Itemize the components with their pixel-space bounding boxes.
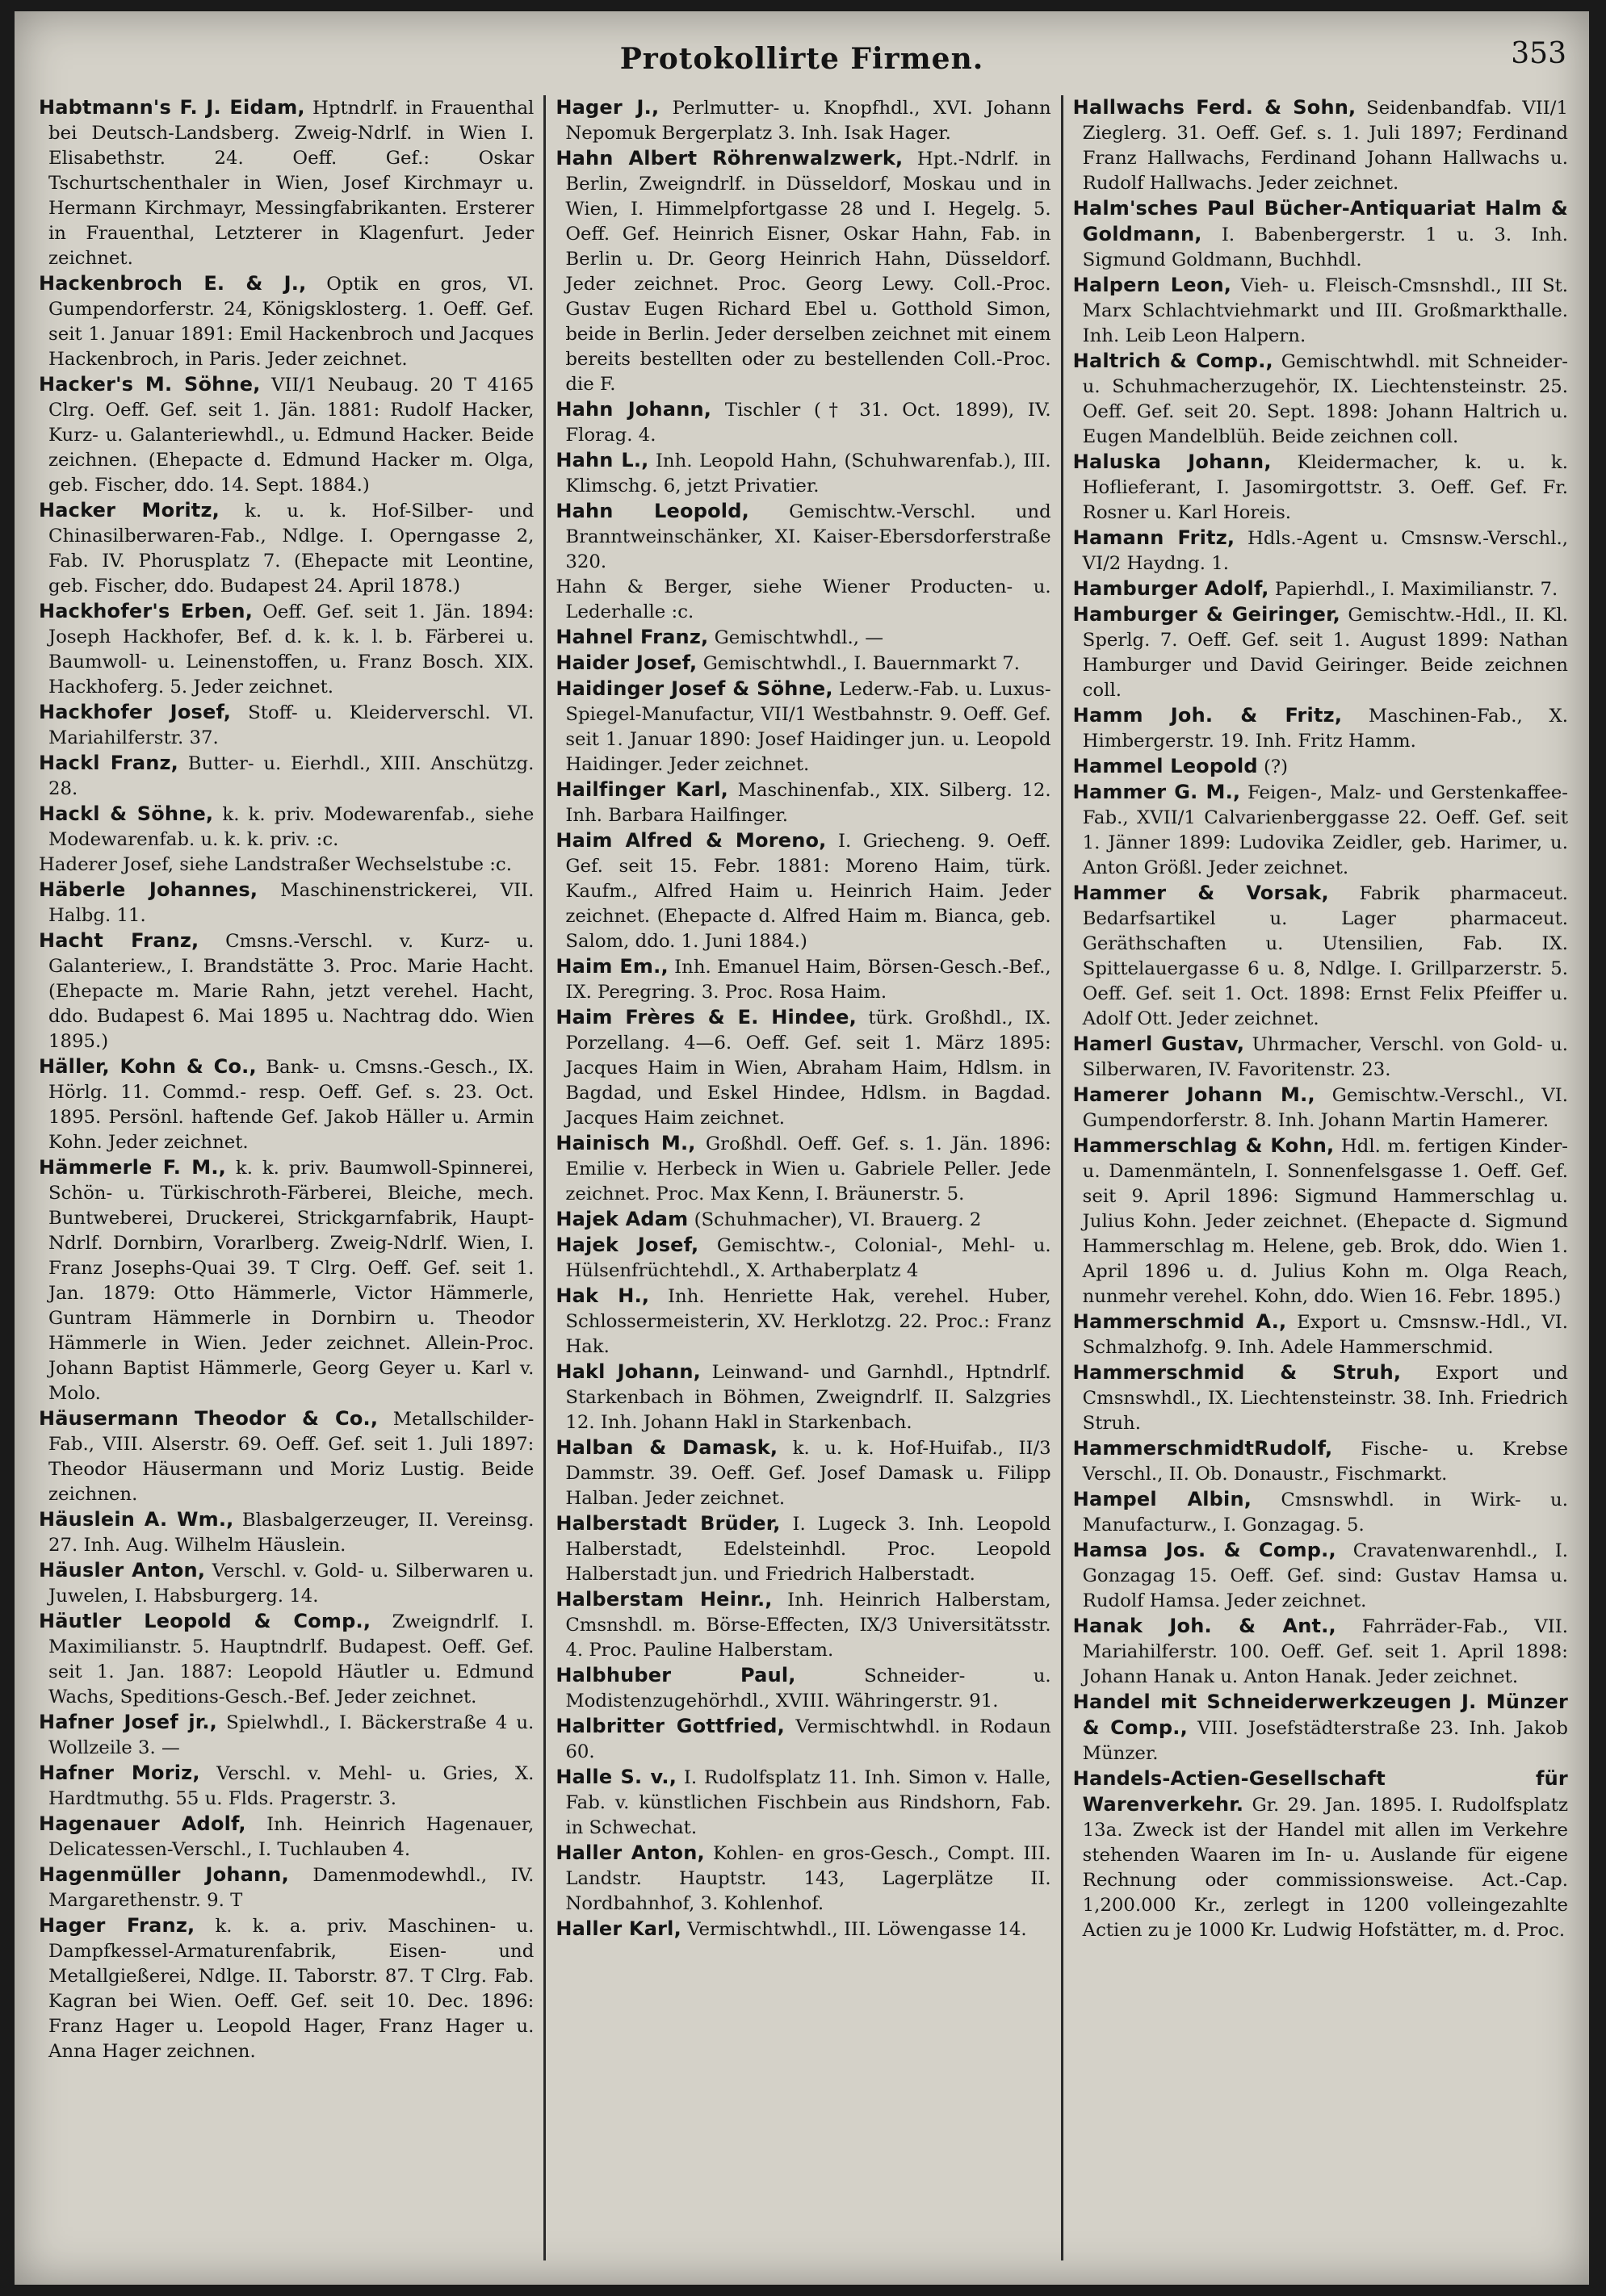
firm-details: Uhrmacher, Verschl. von Gold- u. Silberwaren, IV. Favoritenstr. 23. (1082, 1034, 1568, 1080)
firm-name: Hafner Josef jr., (39, 1711, 217, 1733)
firm-name: Hagenauer Adolf, (39, 1812, 246, 1835)
directory-entry (1073, 273, 1568, 349)
directory-entry (39, 1862, 534, 1913)
firm-details: I. Griecheng. 9. Oeff. Gef. seit 15. Febr. 1881: Moreno Haim, türk. Kaufm., Alfred Haim u. Heinrich Haim. Jeder zeichnet. (Ehepacte d. Alfred Haim m. Bianca, geb. Salom, ddo. 1. Juni 1884.) (565, 831, 1051, 952)
firm-name: Handel mit Schneiderwerkzeugen J. Münzer & Comp., (1072, 1691, 1568, 1739)
firm-name: Hackhofer's Erben, (39, 600, 254, 622)
firm-details: Schneider- u. Modistenzugehörhdl., XVIII. Währingerstr. 91. (565, 1665, 1051, 1712)
firm-name: Hak H., (556, 1284, 650, 1307)
columns-container (29, 95, 1578, 2260)
firm-name: Hahnel Franz, (556, 626, 709, 648)
firm-details: Perlmutter- u. Knopfhdl., XVI. Johann Nepomuk Bergerplatz 3. Inh. Isak Hager. (565, 98, 1051, 144)
directory-entry (39, 271, 534, 372)
firm-details: VII/1 Neubaug. 20 T 4165 Clrg. Oeff. Gef. seit 1. Jän. 1881: Rudolf Hacker, Kurz- u. Galanteriewhdl., u. Edmund Hacker. Beide zeichnen. (Ehepacte d. Edmund Hacker m. Olga, geb. Fischer, ddo. 14. Sept. 1884.) (48, 375, 535, 496)
firm-details: Gemischtw.-Hdl., II. Kl. Sperlg. 7. Oeff. Gef. seit 1. August 1899: Nathan Hamburger und David Geiringer. Beide zeichnen coll. (1082, 605, 1568, 701)
firm-name: Hamburger Adolf, (1072, 577, 1269, 600)
directory-entry (556, 1233, 1050, 1284)
directory-entry (556, 954, 1050, 1005)
firm-details: (Schuhmacher), VI. Brauerg. 2 (694, 1209, 982, 1230)
firm-details: Maschinenfab., XIX. Silberg. 12. Inh. Barbara Hailfinger. (565, 780, 1051, 826)
firm-name: Hahn L., (556, 449, 649, 471)
directory-entry (1073, 1133, 1568, 1309)
firm-name: Hahn Leopold, (556, 500, 749, 522)
firm-details: I. Rudolfsplatz 11. Inh. Simon v. Halle, Fab. v. künstlichen Fischbein aus Rindshorn, Fab. in Schwechat. (565, 1767, 1051, 1838)
page-header (15, 26, 1589, 82)
firm-name: Hainisch M., (556, 1132, 696, 1154)
directory-entry (556, 625, 1050, 651)
directory-entry (556, 1360, 1050, 1435)
firm-details: Fische- u. Krebse Verschl., II. Ob. Donaustr., Fischmarkt. (1082, 1439, 1568, 1485)
firm-details: Optik en gros, VI. Gumpendorferstr. 24, Königsklosterg. 1. Oeff. Gef. seit 1. Januar 1891: Emil Hackenbroch und Jacques Hackenbroch, in Paris. Jeder zeichnet. (48, 274, 535, 370)
directory-entry (1073, 602, 1568, 703)
firm-name: Halbhuber Paul, (556, 1664, 796, 1686)
firm-name: Haluska Johann, (1072, 450, 1272, 473)
directory-entry (39, 1710, 534, 1761)
firm-name: Halle S. v., (556, 1766, 677, 1788)
firm-details: Damenmodewhdl., IV. Margarethenstr. 9. T (48, 1865, 535, 1911)
directory-entry (39, 1406, 534, 1507)
directory-entry (39, 802, 534, 853)
firm-name: Hahn Albert Röhrenwalzwerk, (556, 147, 904, 170)
firm-details: Verschl. v. Mehl- u. Gries, X. Hardtmuthg. 55 u. Flds. Pragerstr. 3. (48, 1763, 535, 1809)
firm-name: Haim Frères & E. Hindee, (556, 1006, 857, 1029)
firm-details: Bank- u. Cmsns.-Gesch., IX. Hörlg. 11. Commd.- resp. Oeff. Gef. s. 23. Oct. 1895. Persönl. haftende Gef. Jakob Häller u. Armin Kohn. Jeder zeichnet. (48, 1057, 535, 1153)
firm-name: Hamerer Johann M., (1072, 1083, 1315, 1106)
directory-entry (1073, 1032, 1568, 1083)
directory-entry (1073, 754, 1568, 780)
column-3 (1061, 95, 1578, 2260)
directory-entry (1073, 1360, 1568, 1436)
directory-entry (556, 828, 1050, 954)
firm-details: Zweigndrlf. I. Maximilianstr. 5. Hauptndrlf. Budapest. Oeff. Gef. seit 1. Jan. 1887: Leopold Häutler u. Edmund Wachs, Speditions-Gesch.-Bef. Jeder zeichnet. (48, 1611, 535, 1707)
firm-details: Seidenbandfab. VII/1 Zieglerg. 31. Oeff. Gef. s. 1. Juli 1897; Ferdinand Franz Hallwachs, Ferdinand Johann Hallwachs u. Rudolf Hallwachs. Jeder zeichnet. (1082, 98, 1568, 194)
firm-name: Hampel Albin, (1072, 1488, 1252, 1510)
directory-entry (556, 397, 1050, 448)
firm-name: Hagenmüller Johann, (39, 1863, 289, 1886)
directory-entry (1073, 1083, 1568, 1133)
firm-name: Hackenbroch E. & J., (39, 272, 307, 295)
directory-entry (39, 700, 534, 751)
firm-details: Fahrräder-Fab., VII. Mariahilferstr. 100. Oeff. Gef. seit 1. April 1898: Johann Hanak u. Anton Hanak. Jeder zeichnet. (1082, 1616, 1568, 1687)
firm-details: Inh. Heinrich Halberstam, Cmsnshdl. m. Börse-Effecten, IX/3 Universitätsstr. 4. Proc. Pauline Halberstam. (565, 1590, 1051, 1661)
firm-name: HammerschmidtRudolf, (1072, 1437, 1333, 1460)
firm-name: Hacker Moritz, (39, 499, 220, 522)
directory-entry (1073, 1436, 1568, 1487)
directory-entry (556, 448, 1050, 499)
firm-name: Haltrich & Comp., (1072, 350, 1273, 372)
firm-details: I. Lugeck 3. Inh. Leopold Halberstadt, Edelsteinhdl. Proc. Leopold Halberstadt jun. und Friedrich Halberstadt. (565, 1514, 1051, 1585)
firm-name: Hammerschlag & Kohn, (1072, 1134, 1335, 1157)
firm-details: Hahn & Berger, siehe Wiener Producten- u. Lederhalle :c. (556, 576, 1051, 622)
directory-entry (1073, 1690, 1568, 1766)
directory-entry (39, 1761, 534, 1812)
firm-name: Hamann Fritz, (1072, 526, 1235, 549)
firm-details: Cmsns.-Verschl. v. Kurz- u. Galanteriew., I. Brandstätte 3. Proc. Marie Hacht. (Ehepacte m. Marie Rahn, jetzt verehel. Hacht, ddo. Budapest 6. Mai 1895 u. Nachtrag ddo. Wien 1895.) (48, 931, 535, 1052)
firm-details: k. u. k. Hof-Silber- und Chinasilberwaren-Fab., Ndlge. I. Operngasse 2, Fab. IV. Phorusplatz 7. (Ehepacte mit Leontine, geb. Fischer, ddo. Budapest 24. April 1878.) (48, 501, 535, 597)
firm-details: Inh. Emanuel Haim, Börsen-Gesch.-Bef., IX. Peregring. 3. Proc. Rosa Haim. (565, 957, 1051, 1003)
directory-entry (1073, 703, 1568, 754)
directory-entry (1073, 349, 1568, 450)
directory-entry (39, 599, 534, 700)
directory-entry (556, 499, 1050, 575)
directory-entry (1073, 576, 1568, 602)
directory-entry (556, 1765, 1050, 1841)
firm-name: Handels-Actien-Gesellschaft für Warenverkehr. (1072, 1767, 1568, 1816)
firm-details: Lederw.-Fab. u. Luxus-Spiegel-Manufactur, VII/1 Westbahnstr. 9. Oeff. Gef. seit 1. Januar 1890: Josef Haidinger jun. u. Leopold Haidinger. Jeder zeichnet. (565, 679, 1051, 775)
firm-details: Hptndrlf. in Frauenthal bei Deutsch-Landsberg. Zweig-Ndrlf. in Wien I. Elisabethstr. 24. Oeff. Gef.: Oskar Tschurtschenthaler in Wien, Josef Kirchmayr u. Hermann Kirchmayr, Messingfabrikanten. Ersterer in Frauenthal, Letzterer in Klagenfurt. Jeder zeichnet. (48, 98, 535, 269)
firm-name: Hämmerle F. M., (39, 1156, 227, 1179)
directory-entry (1073, 1538, 1568, 1614)
firm-name: Hacker's M. Söhne, (39, 373, 261, 396)
firm-name: Haller Karl, (556, 1917, 681, 1940)
directory-entry (1073, 1487, 1568, 1538)
firm-name: Haller Anton, (556, 1841, 705, 1864)
firm-details: k. k. a. priv. Maschinen- u. Dampfkessel-Armaturenfabrik, Eisen- und Metallgießerei, Ndlge. II. Taborstr. 87. T Clrg. Fab. Kagran bei Wien. Oeff. Gef. seit 10. Dec. 1896: Franz Hager u. Leopold Hager, Franz Hager u. Anna Hager zeichnen. (48, 1916, 535, 2062)
firm-name: Häuslein A. Wm., (39, 1508, 234, 1531)
directory-entry (39, 1812, 534, 1862)
directory-entry (39, 928, 534, 1054)
firm-name: Haidinger Josef & Söhne, (556, 677, 833, 700)
firm-details: Blasbalgerzeuger, II. Vereinsg. 27. Inh. Aug. Wilhelm Häuslein. (48, 1510, 535, 1556)
firm-details: Haderer Josef, siehe Landstraßer Wechselstube :c. (39, 854, 512, 875)
firm-details: Gemischtw.-, Colonial-, Mehl- u. Hülsenfrüchtehdl., X. Arthaberplatz 4 (565, 1235, 1051, 1281)
page-title: Protokollirte Firmen. (619, 42, 984, 76)
directory-entry (556, 777, 1050, 828)
firm-name: Hailfinger Karl, (556, 778, 728, 801)
firm-details: Kohlen- en gros-Gesch., Compt. III. Landstr. Hauptstr. 143, Lagerplätze II. Nordbahnhof, 3. Kohlenhof. (565, 1843, 1051, 1914)
firm-name: Häutler Leopold & Comp., (39, 1610, 371, 1632)
firm-details: I. Babenbergerstr. 1 u. 3. Inh. Sigmund Goldmann, Buchhdl. (1082, 224, 1568, 270)
firm-name: Hamerl Gustav, (1072, 1033, 1245, 1055)
firm-name: Häusermann Theodor & Co., (39, 1407, 379, 1430)
firm-name: Hager Franz, (39, 1914, 195, 1937)
directory-entry (1073, 780, 1568, 881)
firm-details: Spielwhdl., I. Bäckerstraße 4 u. Wollzeile 3. — (48, 1712, 535, 1758)
firm-details: Feigen-, Malz- und Gerstenkaffee-Fab., XVII/1 Calvarienberggasse 22. Oeff. Gef. seit 1. Jänner 1899: Ludovika Zeidler, geb. Harimer, u. Anton Größl. Jeder zeichnet. (1082, 782, 1568, 878)
firm-details: k. k. priv. Baumwoll-Spinnerei, Schön- u. Türkischroth-Färberei, Bleiche, mech. Buntweberei, Druckerei, Strickgarnfabrik, Haupt-Ndrlf. Dornbirn, Vorarlberg. Zweig-Ndrlf. Wien, I. Franz Josephs-Quai 39. T Clrg. Oeff. Gef. seit 1. Jan. 1879: Otto Hämmerle, Victor Hämmerle, Guntram Hämmerle in Dornbirn u. Theodor Hämmerle in Wien. Jeder zeichnet. Allein-Proc. Johann Baptist Hämmerle, Georg Geyer u. Karl v. Molo. (48, 1158, 535, 1404)
directory-entry (556, 1841, 1050, 1917)
directory-entry (1073, 1766, 1568, 1943)
firm-details: Hdl. m. fertigen Kinder- u. Damenmänteln, I. Sonnenfelsgasse 1. Oeff. Gef. seit 9. April 1896: Sigmund Hammerschlag u. Julius Kohn. Jeder zeichnet. (Ehepacte d. Sigmund Hammerschlag m. Helene, geb. Brok, ddo. Wien 1. April 1896 u. d. Julius Kohn m. Olga Reach, nunmehr verehel. Kohn, ddo. Wien 16. Febr. 1895.) (1082, 1136, 1568, 1307)
firm-details: Hdls.-Agent u. Cmsnsw.-Verschl., VI/2 Haydng. 1. (1082, 528, 1569, 574)
firm-name: Hackhofer Josef, (39, 701, 232, 723)
firm-name: Halpern Leon, (1072, 274, 1232, 296)
directory-entry (556, 1284, 1050, 1360)
firm-details: Gemischtwhdl., I. Bauernmarkt 7. (702, 653, 1020, 674)
firm-name: Hajek Adam (556, 1208, 689, 1230)
firm-details: Gemischtwhdl., — (714, 627, 884, 648)
firm-details: Kleidermacher, k. u. k. Hoflieferant, I. Jasomirgottstr. 3. Oeff. Gef. Fr. Rosner u. Karl Horeis. (1082, 452, 1568, 523)
firm-details: Cmsnswhdl. in Wirk- u. Manufacturw., I. Gonzagag. 5. (1082, 1489, 1568, 1536)
directory-entry (556, 1511, 1050, 1587)
directory-entry (39, 1507, 534, 1558)
firm-details: k. k. priv. Modewarenfab., siehe Modewarenfab. u. k. k. priv. :c. (48, 804, 535, 850)
firm-name: Hammerschmid A., (1072, 1310, 1287, 1333)
firm-details: Export u. Cmsnsw.-Hdl., VI. Schmalzhofg. 9. Inh. Adele Hammerschmid. (1082, 1312, 1568, 1358)
directory-entry (39, 1558, 534, 1609)
firm-name: Häberle Johannes, (39, 878, 258, 901)
firm-name: Hammerschmid & Struh, (1072, 1361, 1402, 1384)
firm-name: Hammer G. M., (1072, 781, 1241, 803)
firm-details: türk. Großhdl., IX. Porzellang. 4—6. Oeff. Gef. seit 1. März 1895: Jacques Haim in Wien, Abraham Haim, Hdlsm. in Bagdad, und Eskel Hindee, Hdlsm. in Bagdad. Jacques Haim zeichnet. (565, 1008, 1051, 1129)
firm-details: Verschl. v. Gold- u. Silberwaren u. Juwelen, I. Habsburgerg. 14. (48, 1561, 535, 1607)
firm-name: Haim Alfred & Moreno, (556, 829, 827, 852)
firm-name: Hackl Franz, (39, 752, 179, 774)
firm-details: (?) (1264, 756, 1289, 777)
firm-name: Hammel Leopold (1072, 755, 1258, 777)
firm-details: Tischler († 31. Oct. 1899), IV. Florag. 4. (565, 400, 1051, 446)
firm-name: Hallwachs Ferd. & Sohn, (1072, 96, 1357, 119)
firm-details: Vermischtwhdl., III. Löwengasse 14. (687, 1919, 1027, 1940)
firm-details: Gemischtw.-Verschl., VI. Gumpendorferstr. 8. Inh. Johann Martin Hamerer. (1082, 1085, 1568, 1131)
firm-name: Halm'sches Paul Bücher-Antiquariat Halm & Goldmann, (1072, 197, 1568, 245)
firm-details: Hpt.-Ndrlf. in Berlin, Zweigndrlf. in Düsseldorf, Moskau und in Wien, I. Himmelpfortgasse 28 und I. Hegelg. 5. Oeff. Gef. Heinrich Eisner, Oskar Hahn, Fab. in Berlin u. Dr. Georg Heinrich Hahn, Düsseldorf. Jeder zeichnet. Proc. Georg Lewy. Coll.-Proc. Gustav Eugen Richard Ebel u. Gotthold Simon, beide in Berlin. Jeder derselben zeichnet mit einem bereits bestellten oder zu bestellenden Coll.-Proc. die F. (565, 149, 1051, 395)
directory-entry (39, 751, 534, 802)
page-number: 353 (1511, 37, 1566, 70)
directory-entry (1073, 526, 1568, 576)
firm-name: Häusler Anton, (39, 1559, 206, 1582)
firm-name: Hacht Franz, (39, 929, 199, 952)
directory-entry (39, 95, 534, 271)
directory-entry (556, 1714, 1050, 1765)
column-1 (29, 95, 543, 2260)
firm-name: Hakl Johann, (556, 1360, 701, 1383)
firm-details: Maschinenstrickerei, VII. Halbg. 11. (48, 880, 535, 926)
directory-entry (39, 372, 534, 498)
firm-name: Hager J., (556, 96, 660, 119)
firm-name: Hajek Josef, (556, 1234, 699, 1256)
directory-page (15, 11, 1589, 2285)
directory-entry (1073, 1309, 1568, 1360)
directory-entry (1073, 450, 1568, 526)
firm-details: Cravatenwarenhdl., I. Gonzagag 15. Oeff. Gef. sind: Gustav Hamsa u. Rudolf Hamsa. Jeder zeichnet. (1082, 1540, 1568, 1611)
firm-name: Halbritter Gottfried, (556, 1715, 785, 1737)
firm-name: Halban & Damask, (556, 1436, 778, 1459)
directory-entry (556, 1435, 1050, 1511)
firm-details: Inh. Leopold Hahn, (Schuhwarenfab.), III. Klimschg. 6, jetzt Privatier. (565, 450, 1051, 496)
directory-entry (39, 1609, 534, 1710)
firm-details: Großhdl. Oeff. Gef. s. 1. Jän. 1896: Emilie v. Herbeck in Wien u. Gabriele Peller. Jede zeichnet. Proc. Max Kenn, I. Bräunerstr. 5. (565, 1133, 1051, 1205)
directory-entry (556, 1207, 1050, 1233)
directory-entry (1073, 95, 1568, 196)
firm-details: Maschinen-Fab., X. Himbergerstr. 19. Inh. Fritz Hamm. (1082, 706, 1568, 752)
firm-name: Hanak Joh. & Ant., (1072, 1615, 1336, 1637)
directory-entry (556, 575, 1050, 625)
firm-details: Metallschilder-Fab., VIII. Alserstr. 69. Oeff. Gef. seit 1. Juli 1897: Theodor Häusermann und Moriz Lustig. Beide zeichnen. (48, 1409, 535, 1505)
firm-name: Häller, Kohn & Co., (39, 1055, 257, 1078)
firm-name: Hamburger & Geiringer, (1072, 603, 1340, 626)
directory-entry (556, 95, 1050, 146)
directory-entry (556, 1587, 1050, 1663)
firm-name: Hackl & Söhne, (39, 802, 214, 825)
directory-entry (39, 1155, 534, 1406)
directory-entry (1073, 881, 1568, 1032)
firm-details: Gr. 29. Jan. 1895. I. Rudolfsplatz 13a. Zweck ist der Handel mit allen im Verkehre stehenden Waaren im In- u. Auslande für eigene Rechnung oder commissionsweise. Act.-Cap. 1,200.000 Kr., zerlegt in 1200 volleingezahlte Actien zu je 1000 Kr. Ludwig Hofstätter, m. d. Proc. (1082, 1795, 1568, 1941)
firm-name: Haim Em., (556, 955, 669, 978)
firm-details: Leinwand- und Garnhdl., Hptndrlf. Starkenbach in Böhmen, Zweigndrlf. II. Salzgries 12. Inh. Johann Hakl in Starkenbach. (565, 1362, 1051, 1433)
directory-entry (556, 1131, 1050, 1207)
firm-details: Vermischtwhdl. in Rodaun 60. (565, 1716, 1051, 1762)
directory-entry (1073, 196, 1568, 273)
directory-entry (1073, 1614, 1568, 1690)
firm-details: Oeff. Gef. seit 1. Jän. 1894: Joseph Hackhofer, Bef. d. k. k. l. b. Färberei u. Baumwoll- u. Leinenstoffen, u. Franz Bosch. XIX. Hackhoferg. 5. Jeder zeichnet. (48, 601, 535, 698)
directory-entry (39, 853, 534, 878)
directory-entry (556, 1917, 1050, 1942)
directory-entry (39, 498, 534, 599)
directory-entry (39, 1054, 534, 1155)
column-2 (543, 95, 1060, 2260)
directory-entry (556, 651, 1050, 677)
firm-details: Vieh- u. Fleisch-Cmsnshdl., III St. Marx Schlachtviehmarkt und III. Großmarkthalle. Inh. Leib Leon Halpern. (1082, 275, 1568, 346)
directory-entry (556, 677, 1050, 777)
firm-name: Hamsa Jos. & Comp., (1072, 1539, 1336, 1561)
directory-entry (39, 1913, 534, 2064)
firm-name: Halberstam Heinr., (556, 1588, 773, 1611)
firm-details: Gemischtw.-Verschl. und Branntweinschänker, XI. Kaiser-Ebersdorferstraße 320. (565, 501, 1051, 572)
firm-details: Export und Cmsnswhdl., IX. Liechtensteinstr. 38. Inh. Friedrich Struh. (1082, 1363, 1568, 1434)
directory-entry (556, 1663, 1050, 1714)
firm-name: Haider Josef, (556, 652, 698, 674)
firm-details: Butter- u. Eierhdl., XIII. Anschützg. 28. (48, 753, 535, 799)
firm-name: Habtmann's F. J. Eidam, (39, 96, 305, 119)
directory-entry (556, 1005, 1050, 1131)
directory-entry (39, 878, 534, 928)
firm-name: Hafner Moriz, (39, 1762, 200, 1784)
firm-details: Stoff- u. Kleiderverschl. VI. Mariahilferstr. 37. (48, 702, 535, 748)
firm-name: Hammer & Vorsak, (1072, 882, 1329, 904)
firm-details: VIII. Josefstädterstraße 23. Inh. Jakob Münzer. (1082, 1718, 1568, 1764)
firm-details: Gemischtwhdl. mit Schneider- u. Schuhmacherzugehör, IX. Liechtensteinstr. 25. Oeff. Gef. seit 20. Sept. 1898: Johann Haltrich u. Eugen Mandelblüh. Beide zeichnen coll. (1082, 351, 1568, 447)
firm-details: Inh. Heinrich Hagenauer, Delicatessen-Verschl., I. Tuchlauben 4. (48, 1814, 535, 1860)
firm-details: Papierhdl., I. Maximilianstr. 7. (1274, 579, 1558, 600)
directory-entry (556, 146, 1050, 397)
firm-details: Inh. Henriette Hak, verehel. Huber, Schlossermeisterin, XV. Herklotzg. 22. Proc.: Franz Hak. (565, 1286, 1051, 1357)
firm-name: Hamm Joh. & Fritz, (1072, 704, 1343, 727)
firm-name: Halberstadt Brüder, (556, 1512, 781, 1535)
firm-details: k. u. k. Hof-Huifab., II/3 Dammstr. 39. Oeff. Gef. Josef Damask u. Filipp Halban. Jeder zeichnet. (565, 1438, 1051, 1509)
firm-name: Hahn Johann, (556, 398, 712, 421)
firm-details: Fabrik pharmaceut. Bedarfsartikel u. Lager pharmaceut. Geräthschaften u. Utensilien, Fab. IX. Spittelauergasse 6 u. 8, Ndlge. I. Grillparzerstr. 5. Oeff. Gef. seit 1. Oct. 1898: Ernst Felix Pfeiffer u. Adolf Ott. Jeder zeichnet. (1082, 883, 1568, 1029)
